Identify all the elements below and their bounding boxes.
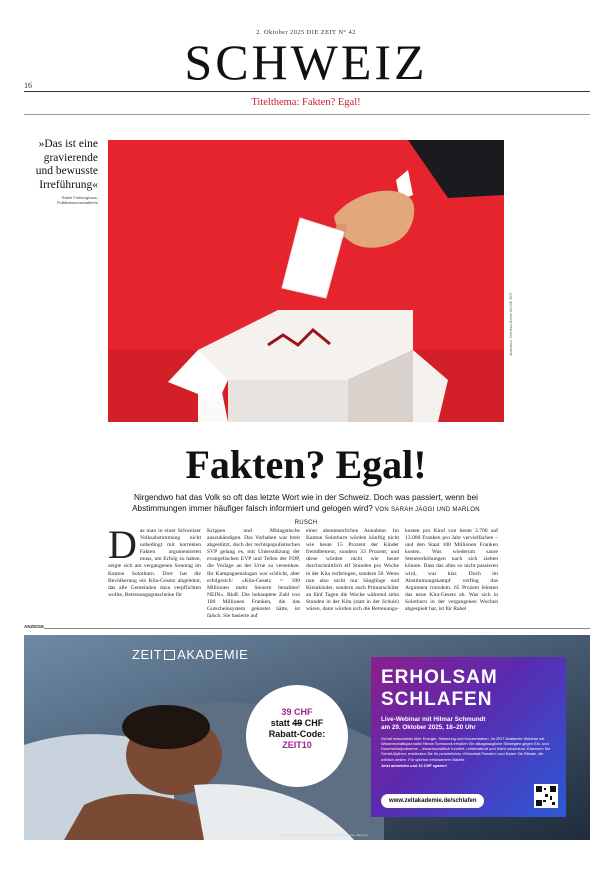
ad-panel [371, 657, 566, 817]
image-credit: Illustration: Christian Dreher für DIE ZEIT [509, 292, 513, 356]
article-column-4: kosten pro Kind von heute 3.700 auf 13.000 Franken pro Jahr vervielfachen – und den Staat 100 Millionen Franken kosten. Was wiederum saure Steuererhöhungen nach sich ziehen könnte. Dass das alles so nicht passieren wird, war klar. Doch im Abstimmungskampf verfing das Argument trotzdem. 65 Prozent lehnten das neue Kita-Gesetz ab. Was sich in Solothurn in der vergangenen Wochen abgespielt hat, ist für Rahel [405, 528, 498, 613]
advertisement-label: ANZEIGE [24, 624, 45, 629]
price-badge [246, 685, 348, 787]
hero-illustration [108, 140, 504, 422]
advertisement-rule [44, 628, 590, 629]
badge-old-price: statt 49 CHF [270, 718, 324, 728]
ad-title-line1: ERHOLSAM [381, 667, 498, 688]
ad-cta: Jetzt anmelden und 10 CHF sparen! [381, 762, 447, 768]
article-column-3: einer abenteuerlichen Annahme. Im Kanton Solothurn würden künftig nicht wie heute 15 Prozent der Kinder fremdbetreut, sondern 33 Prozent; und diese würden nicht wie heute durchschnittlich elf Stunden pro Woche in der Kita verbringen, sondern 50. Wenn nun also nicht nur Säuglinge und Kleinkinder, sondern auch Primarschüler an fünf Tagen die Woche während zehn Stunden in der Kita (statt in der Schule) wären, dann würden sich die Betreuungs- [306, 528, 399, 613]
deck-text: Nirgendwo hat das Volk so oft das letzte Wort wie in der Schweiz. Doch was passiert, wenn bei Abstimmungen immer häufiger falsch informiert und gelogen wird? [132, 493, 478, 513]
ad-url-link[interactable]: www.zeitakademie.de/schlafen [381, 794, 484, 808]
byline: VON SARAH JÄGGI UND MARLON RUSCH [294, 507, 480, 526]
article-column-1 [108, 522, 201, 599]
drop-cap: D [108, 522, 137, 567]
page-number: 16 [24, 81, 32, 90]
badge-code-label: Rabatt-Code: [268, 729, 326, 739]
advertisement[interactable] [24, 635, 590, 840]
badge-price: 39 CHF [281, 707, 313, 717]
column-text: as man in einer Schweizer Volksabstimmung nicht unbedingt mit korrekten Fakten argumentieren muss, um Erfolg zu haben, zeigte sich am vergangenen Sonntag im Kanton Solothurn. Dort hat die Bevölkerung ein Kita-Gesetz abgelehnt, das alle Gemeinden dazu verpflichten wollte, Betreuungsgutscheine für [108, 528, 201, 598]
qr-code-icon[interactable] [534, 784, 558, 808]
article-column-2: Krippen und Mittagstische auszuhändigen. Das Vorhaben war breit abgestützt, doch der rechtspopulistischen SVP gelang es, mit Unterstützung der evangelischen EVP und Teilen der FDP, die Vorlage an der Urne zu versenken. Ihr Kampagnenslogan war schlicht, aber erfolgreich: »Kita-Gesetz = 100 Millionen mehr Steuern bezahlen! NEIN«. Bloß: Die behauptete Zahl von 100 Millionen Franken, die das Gutscheinsystem gekostet hätte, ist falsch. Sie basierte auf [207, 528, 300, 620]
kicker-rule [24, 114, 590, 115]
article-deck [130, 492, 482, 529]
zeit-akademie-logo: ZEIT AKADEMIE [132, 647, 249, 662]
ad-body: Schlaf entscheidet über Energie, Stimmung und Konzentration. Im ZEIT Akademie Webinar mit Wissenschaftsjournalist Hilmar Schmundt erhalten Sie alltagstaugliche Strategien gegen Ein- und Durchschlafprobleme – wissenschaftlich fundiert, unterhaltend und leicht umsetzbar. Erkennen Sie Schlaf-Mythen, entdecken Sie Ihr persönliches »Einschlaf-Fenster« und finden Sie Rituale, die wirklich wirken. Für spürbar erholsamere Nächte. [381, 736, 551, 762]
headline: Fakten? Egal! [185, 442, 427, 487]
ballot-box-illustration [108, 140, 504, 422]
masthead-rule [24, 91, 590, 92]
pull-quote: »Das ist eine gravierende und bewusste Irreführung« [35, 138, 98, 191]
ad-subtitle: Live-Webinar mit Hilmar Schmundt am 29. Oktober 2025, 18–20 Uhr [381, 716, 486, 731]
badge-code: ZEIT10 [282, 740, 312, 750]
pull-quote-attribution: Rahel Freiburghaus, Politikwissenschaftlerin [56, 195, 98, 205]
ad-footer: Foto: iStock; Anbieter: ZEIT Akademie GmbH, Buceriusstraße, Hamburg [278, 833, 368, 837]
kicker: Titelthema: Fakten? Egal! [251, 97, 361, 108]
ad-title-line2: SCHLAFEN [381, 689, 493, 710]
masthead-meta: 2. Oktober 2025 DIE ZEIT N° 42 [256, 29, 356, 36]
logo-emblem-icon [164, 650, 175, 660]
section-title: SCHWEIZ [184, 34, 428, 90]
